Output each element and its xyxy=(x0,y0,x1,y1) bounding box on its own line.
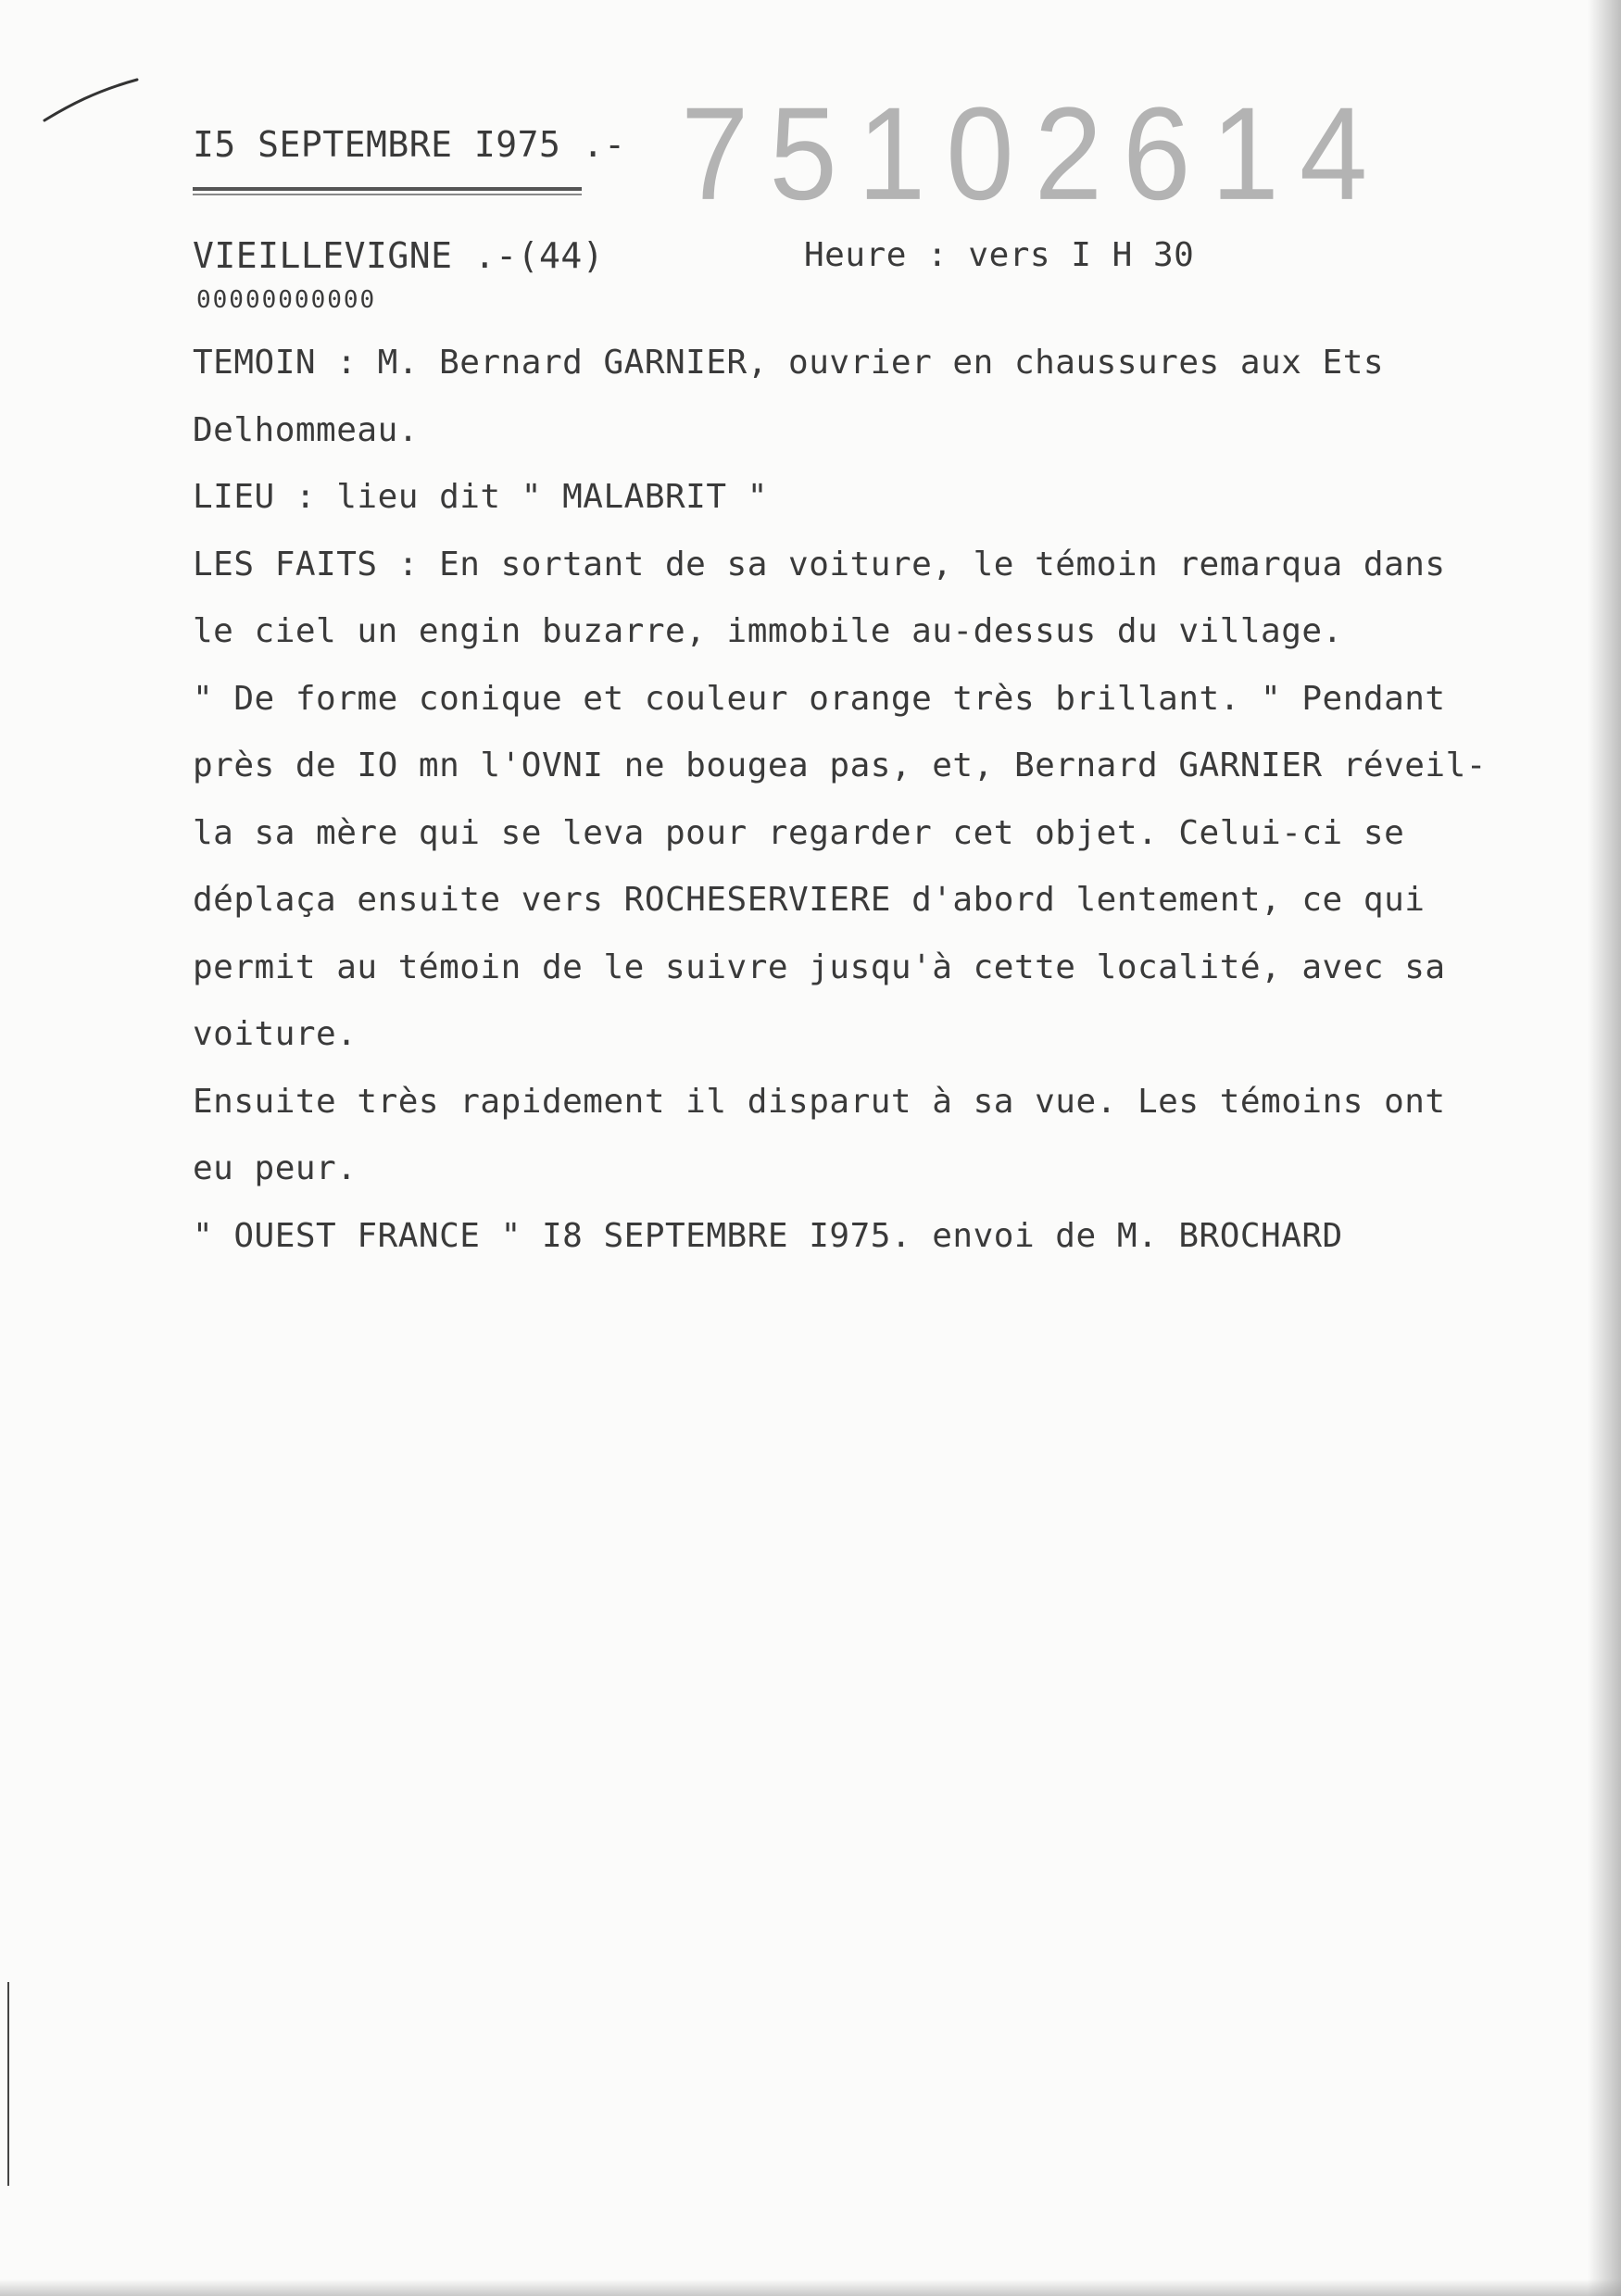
body-line: Ensuite très rapidement il disparut à sa vue. Les témoins ont xyxy=(193,1083,1446,1121)
stamp-number: 75102614 xyxy=(681,80,1389,228)
body-line: " De forme conique et couleur orange très brillant. " Pendant xyxy=(193,680,1446,718)
body-line: voiture. xyxy=(193,1015,358,1053)
scan-bottom-edge xyxy=(0,2279,1621,2296)
body-line: le ciel un engin buzarre, immobile au-dessus du village. xyxy=(193,612,1343,650)
report-place: VIEILLEVIGNE .-(44) xyxy=(193,235,605,276)
body-line: permit au témoin de le suivre jusqu'à cette localité, avec sa xyxy=(193,948,1446,986)
body-line: LIEU : lieu dit " MALABRIT " xyxy=(193,478,768,516)
body-line: déplaça ensuite vers ROCHESERVIERE d'abord lentement, ce qui xyxy=(193,881,1426,919)
pen-mark xyxy=(41,74,143,130)
scan-edge-mark xyxy=(6,1982,11,2186)
place-underline-circles: 00000000000 xyxy=(196,286,377,314)
body-line: la sa mère qui se leva pour regarder cet objet. Celui-ci se xyxy=(193,814,1405,852)
body-line: eu peur. xyxy=(193,1149,358,1187)
body-line: près de IO mn l'OVNI ne bougea pas, et, Bernard GARNIER réveil- xyxy=(193,747,1487,784)
scan-right-edge xyxy=(1588,0,1621,2296)
body-line: " OUEST FRANCE " I8 SEPTEMBRE I975. envoi de M. BROCHARD xyxy=(193,1217,1343,1255)
body-line: TEMOIN : M. Bernard GARNIER, ouvrier en chaussures aux Ets xyxy=(193,344,1385,382)
body-line: Delhommeau. xyxy=(193,411,419,449)
report-date: I5 SEPTEMBRE I975 .- xyxy=(193,124,626,165)
date-underline xyxy=(193,187,582,195)
body-line: LES FAITS : En sortant de sa voiture, le témoin remarqua dans xyxy=(193,546,1446,583)
report-time: Heure : vers I H 30 xyxy=(804,236,1195,274)
